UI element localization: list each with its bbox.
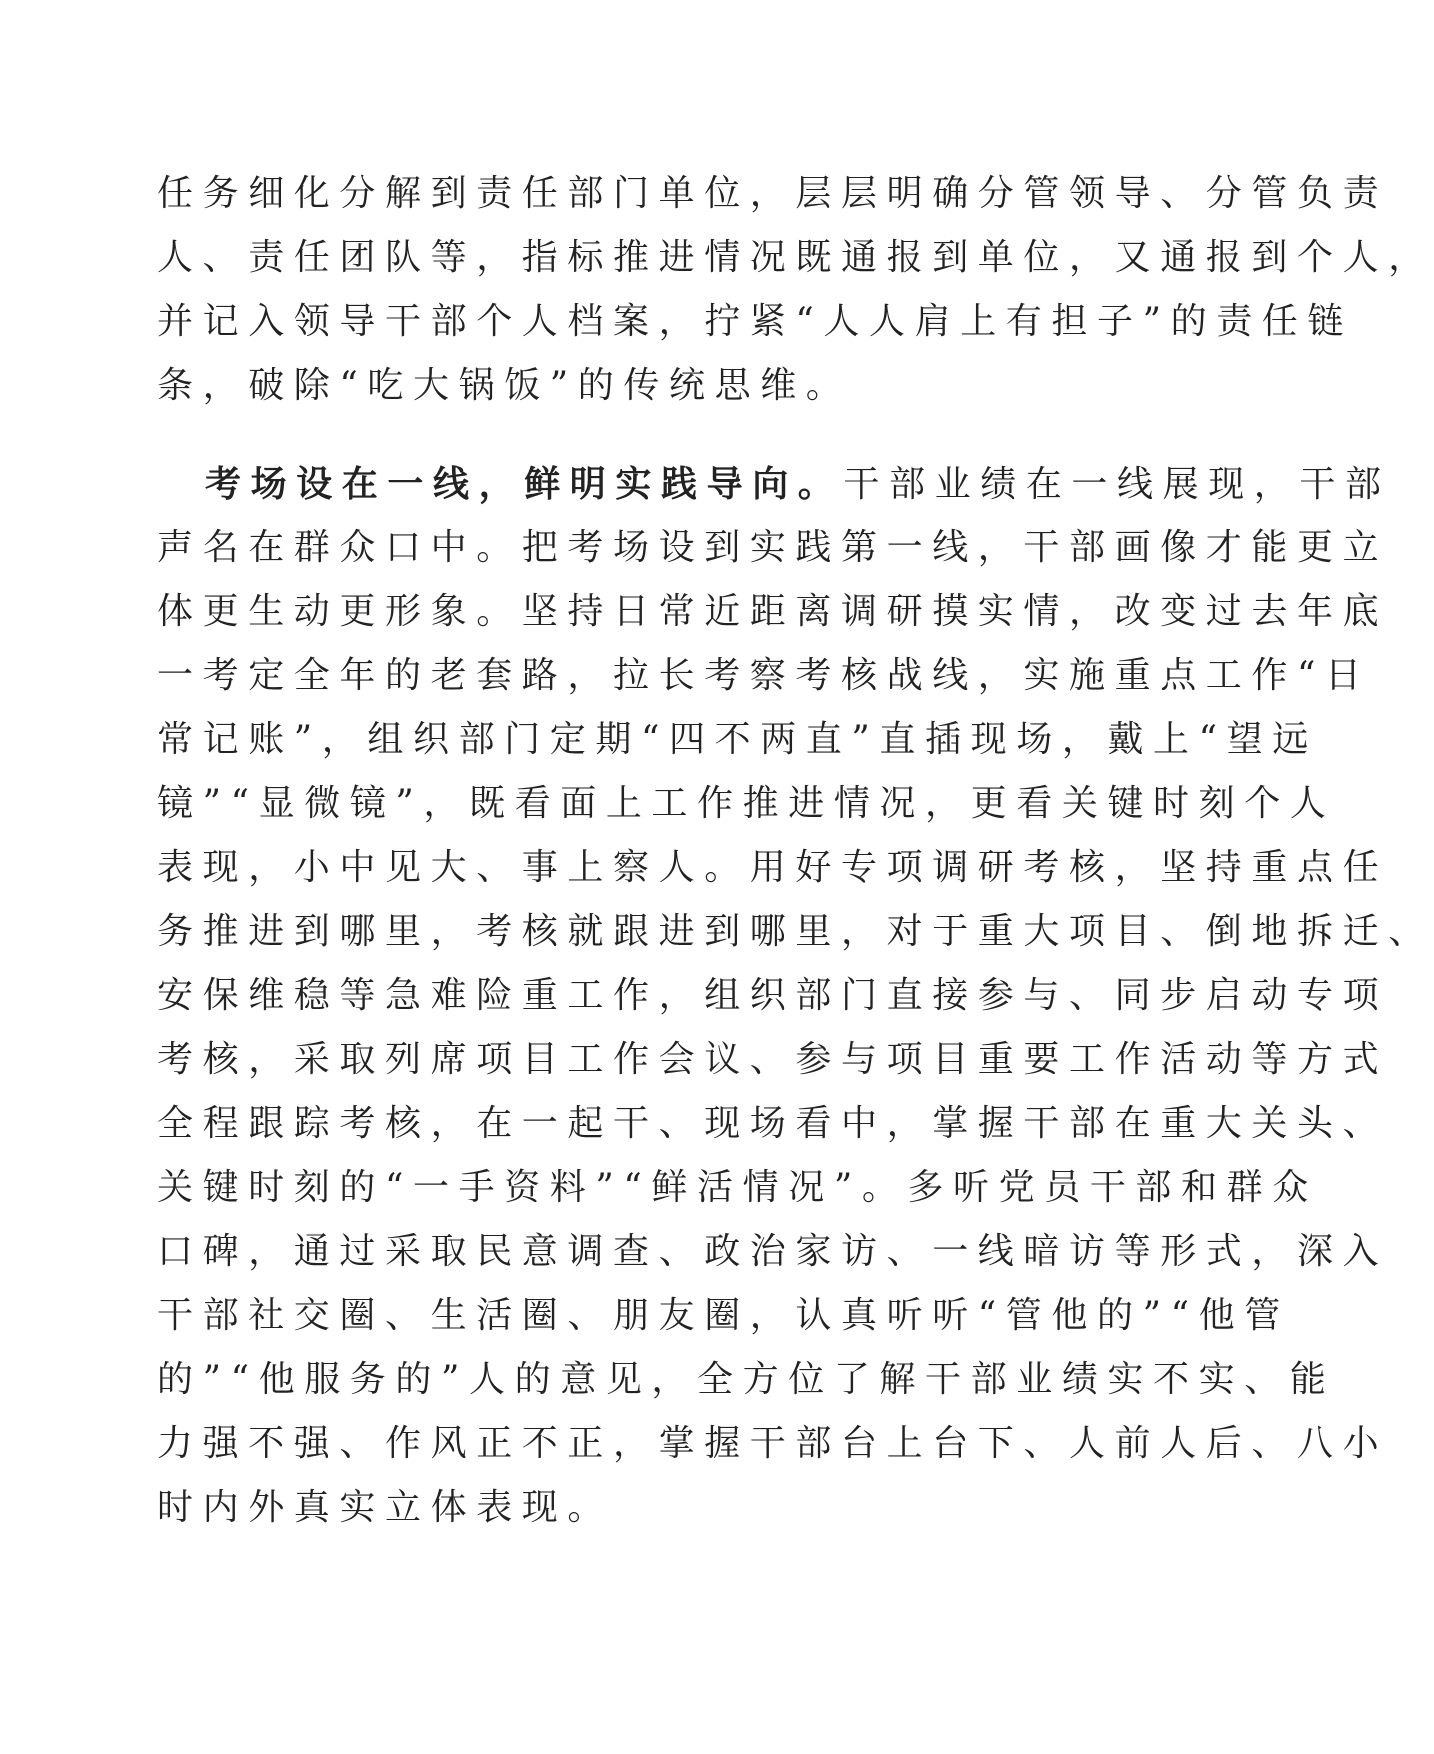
paragraph-2-line-1-text: 干部业绩在一线展现，干部 <box>843 464 1391 505</box>
paragraph-2-line-1 <box>205 462 1391 507</box>
paragraph-1-line-2: 人、责任团队等，指标推进情况既通报到单位，又通报到个人， <box>157 237 1434 278</box>
paragraph-2-line-9: 安保维稳等急难险重工作，组织部门直接参与、同步启动专项 <box>157 975 1389 1016</box>
paragraph-2-line-12: 关键时刻的“一手资料”“鲜活情况”。多听党员干部和群众 <box>157 1167 1318 1208</box>
paragraph-2-line-16: 力强不强、作风正不正，掌握干部台上台下、人前人后、八小 <box>157 1423 1389 1464</box>
paragraph-2-line-10: 考核，采取列席项目工作会议、参与项目重要工作活动等方式 <box>157 1039 1389 1080</box>
paragraph-2-line-17: 时内外真实立体表现。 <box>157 1487 614 1528</box>
paragraph-2-line-5: 常记账”，组织部门定期“四不两直”直插现场，戴上“望远 <box>157 719 1318 760</box>
section-heading: 考场设在一线，鲜明实践导向。 <box>205 463 844 505</box>
paragraph-2-line-2: 声名在群众口中。把考场设到实践第一线，干部画像才能更立 <box>157 527 1389 568</box>
paragraph-2-line-3: 体更生动更形象。坚持日常近距离调研摸实情，改变过去年底 <box>157 591 1389 632</box>
paragraph-2-line-11: 全程跟踪考核，在一起干、现场看中，掌握干部在重大关头、 <box>157 1103 1389 1144</box>
paragraph-1-line-1: 任务细化分解到责任部门单位，层层明确分管领导、分管负责 <box>157 173 1389 214</box>
paragraph-2-line-7: 表现，小中见大、事上察人。用好专项调研考核，坚持重点任 <box>157 847 1389 888</box>
paragraph-2-line-6: 镜”“显微镜”，既看面上工作推进情况，更看关键时刻个人 <box>157 783 1336 824</box>
paragraph-2-line-14: 干部社交圈、生活圈、朋友圈，认真听听“管他的”“他管 <box>157 1295 1290 1336</box>
paragraph-2-line-15: 的”“他服务的”人的意见，全方位了解干部业绩实不实、能 <box>157 1359 1336 1400</box>
paragraph-2-line-8: 务推进到哪里，考核就跟进到哪里，对于重大项目、倒地拆迁、 <box>157 911 1434 952</box>
paragraph-2-line-4: 一考定全年的老套路，拉长考察考核战线，实施重点工作“日 <box>157 655 1371 696</box>
paragraph-2-line-13: 口碑，通过采取民意调查、政治家访、一线暗访等形式，深入 <box>157 1231 1389 1272</box>
paragraph-1-line-3: 并记入领导干部个人档案，拧紧“人人肩上有担子”的责任链 <box>157 301 1354 342</box>
paragraph-1-line-4: 条，破除“吃大锅饭”的传统思维。 <box>157 365 852 406</box>
